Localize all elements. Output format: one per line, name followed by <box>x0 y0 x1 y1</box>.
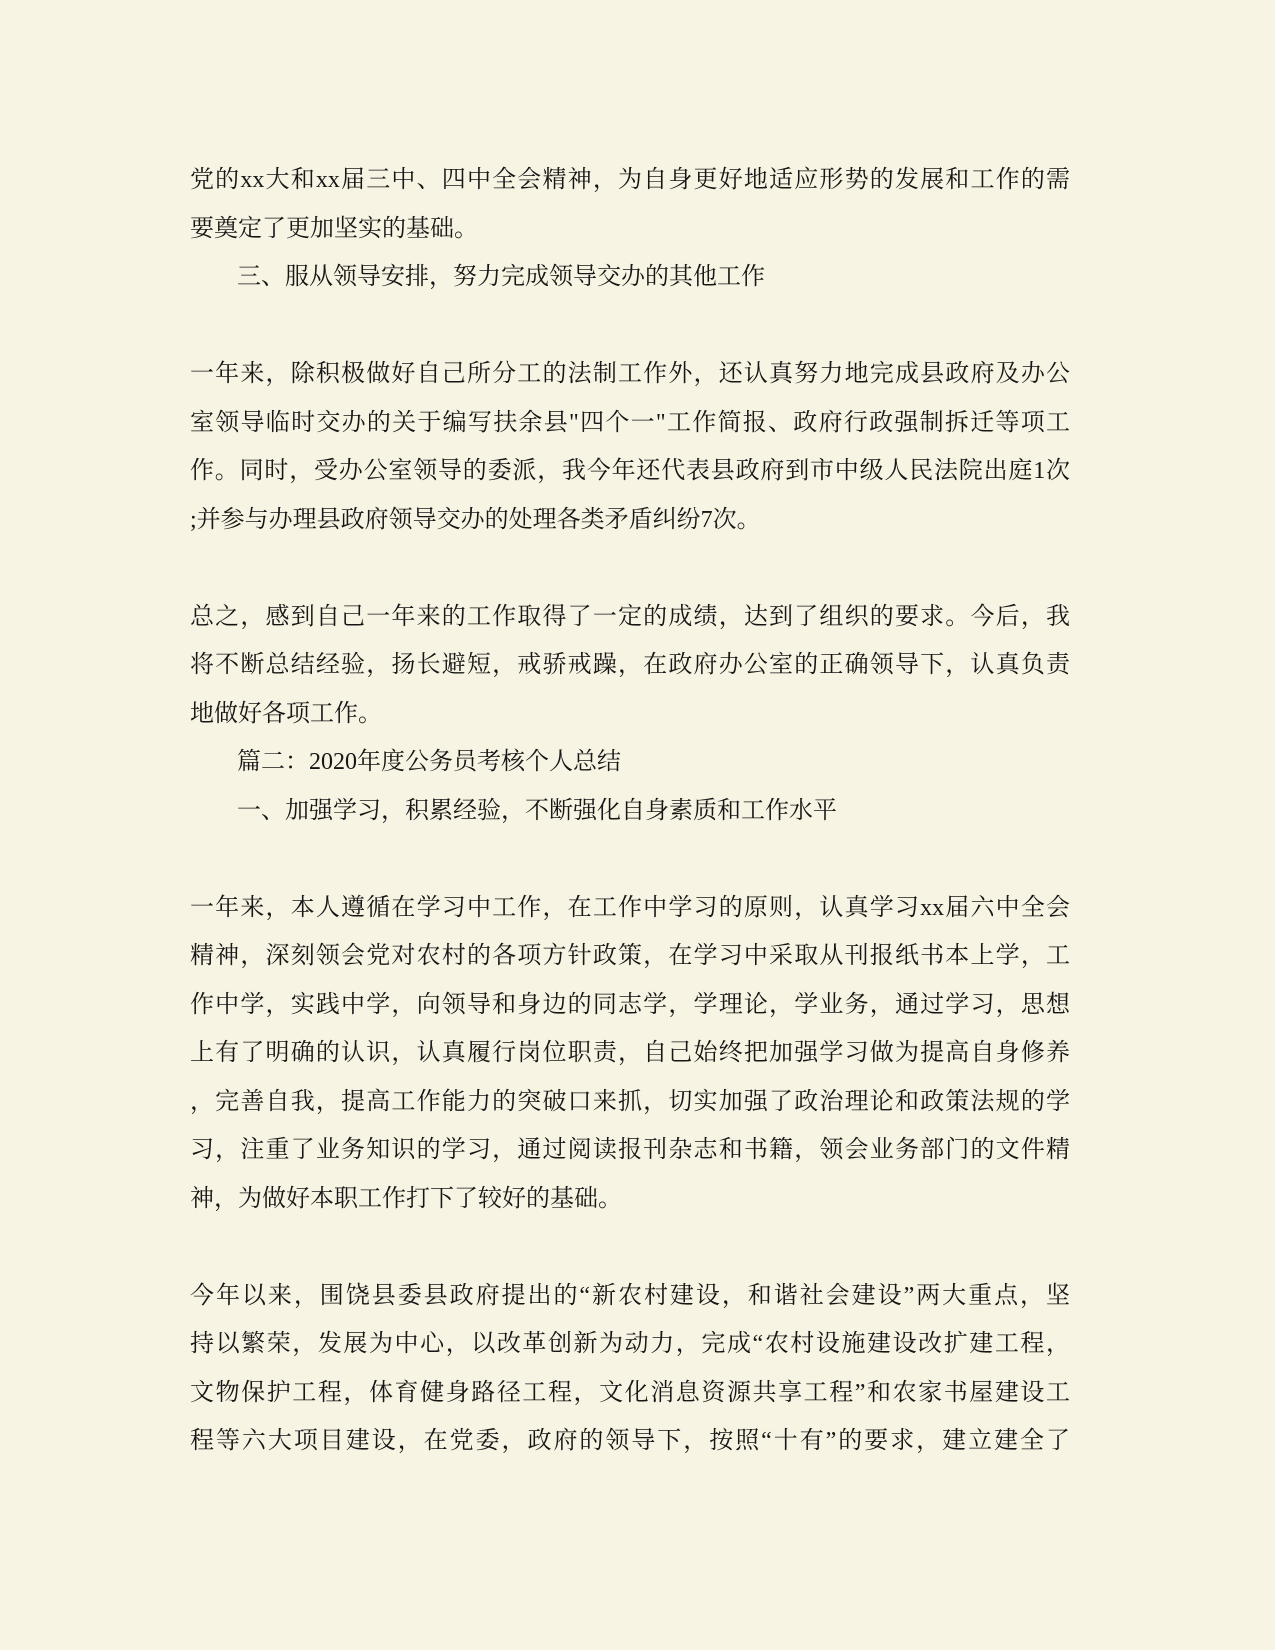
text-line: 上有了明确的认识，认真履行岗位职责，自己始终把加强学习做为提高自身修养 <box>190 1040 1070 1066</box>
text-line: 党的xx大和xx届三中、四中全会精神，为自身更好地适应形势的发展和工作的需 <box>190 167 1070 193</box>
text-line: ;并参与办理县政府领导交办的处理各类矛盾纠纷7次。 <box>190 506 761 533</box>
text-line: 一年来，除积极做好自己所分工的法制工作外，还认真努力地完成县政府及办公 <box>190 361 1070 387</box>
text-line: 室领导临时交办的关于编写扶余县"四个一"工作简报、政府行政强制拆迁等项工 <box>190 409 1070 436</box>
blank-line <box>190 1223 1070 1272</box>
blank-line <box>190 544 1070 593</box>
text-line: 总之，感到自己一年来的工作取得了一定的成绩，达到了组织的要求。今后，我 <box>190 603 1070 630</box>
text-line: 地做好各项工作。 <box>190 700 382 727</box>
text-line: 篇二：2020年度公务员考核个人总结 <box>237 749 621 775</box>
text-line: ，完善自我，提高工作能力的突破口来抓，切实加强了政治理论和政策法规的学 <box>190 1088 1070 1115</box>
text-line: 一年来，本人遵循在学习中工作，在工作中学习的原则，认真学习xx届六中全会 <box>190 894 1070 921</box>
text-line: 习，注重了业务知识的学习，通过阅读报刊杂志和书籍，领会业务部门的文件精 <box>190 1137 1070 1163</box>
blank-line <box>190 835 1070 884</box>
text-line: 三、服从领导安排，努力完成领导交办的其他工作 <box>237 264 765 290</box>
text-line: 文物保护工程，体育健身路径工程，文化消息资源共享工程”和农家书屋建设工 <box>190 1379 1070 1406</box>
text-line: 一、加强学习，积累经验，不断强化自身素质和工作水平 <box>237 797 837 824</box>
document-body <box>190 156 1070 1466</box>
text-line: 神，为做好本职工作打下了较好的基础。 <box>190 1185 622 1212</box>
text-line: 持以繁荣，发展为中心，以改革创新为动力，完成“农村设施建设改扩建工程， <box>190 1331 1070 1357</box>
text-line: 精神，深刻领会党对农村的各项方针政策，在学习中采取从刊报纸书本上学，工 <box>190 943 1070 969</box>
text-line: 程等六大项目建设，在党委，政府的领导下，按照“十有”的要求，建立建全了 <box>190 1428 1070 1454</box>
blank-line <box>190 302 1070 351</box>
text-line: 作。同时，受办公室领导的委派，我今年还代表县政府到市中级人民法院出庭1次 <box>190 458 1070 484</box>
text-line: 今年以来，围饶县委县政府提出的“新农村建设，和谐社会建设”两大重点，坚 <box>190 1282 1070 1309</box>
text-line: 要奠定了更加坚实的基础。 <box>190 215 478 242</box>
text-line: 作中学，实践中学，向领导和身边的同志学，学理论，学业务，通过学习，思想 <box>190 991 1070 1018</box>
text-line: 将不断总结经验，扬长避短，戒骄戒躁，在政府办公室的正确领导下，认真负责 <box>190 652 1070 678</box>
